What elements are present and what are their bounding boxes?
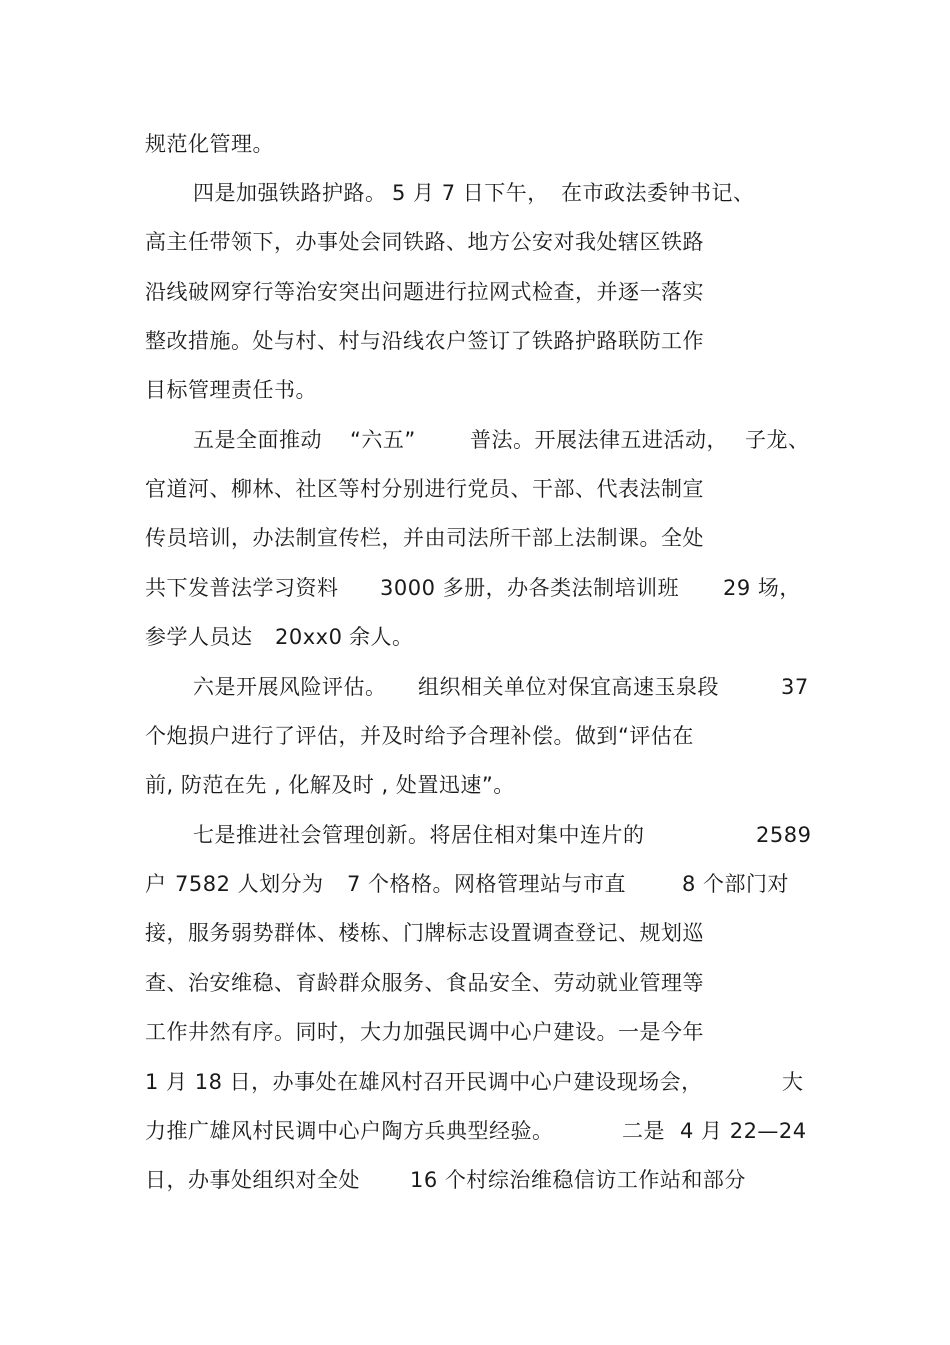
text-line	[0, 1111, 950, 1151]
text-segment: 沿线破网穿行等治安突出问题进行拉网式检查，并逐一落实	[145, 280, 704, 304]
text-segment: 个炮损户进行了评估，并及时给予合理补偿。做到“评估在	[145, 724, 694, 748]
text-segment: 7 个格格。网格管理站与市直	[347, 872, 627, 896]
text-segment: 查、治安维稳、育龄群众服务、食品安全、劳动就业管理等	[145, 971, 704, 995]
text-line	[0, 272, 950, 312]
text-segment: 七是推进社会管理创新。将居住相对集中连片的	[193, 823, 645, 847]
text-line	[0, 370, 950, 410]
text-segment: 组织相关单位对保宜高速玉泉段	[418, 675, 719, 699]
text-segment: 前, 防范在先 , 化解及时 , 处置迅速”。	[145, 773, 515, 797]
text-segment: 参学人员达	[145, 625, 253, 649]
text-line	[0, 1160, 950, 1200]
text-segment: 7582 人划分为	[175, 872, 324, 896]
text-segment: 户	[145, 872, 167, 896]
text-segment: 2589	[756, 823, 812, 847]
text-line	[0, 815, 950, 855]
text-segment: 共下发普法学习资料	[145, 576, 339, 600]
text-segment: 日，办事处组织对全处	[145, 1168, 360, 1192]
text-segment: 六是开展风险评估。	[193, 675, 387, 699]
text-line	[0, 321, 950, 361]
text-line	[0, 1012, 950, 1052]
text-line	[0, 963, 950, 1003]
text-line	[0, 716, 950, 756]
text-line	[0, 667, 950, 707]
text-segment: 工作井然有序。同时，大力加强民调中心户建设。一是今年	[145, 1020, 704, 1044]
text-line	[0, 124, 950, 164]
text-line	[0, 420, 950, 460]
text-line	[0, 222, 950, 262]
text-line	[0, 913, 950, 953]
text-segment: 20xx0	[275, 625, 343, 649]
text-segment: 整改措施。处与村、村与沿线农户签订了铁路护路联防工作	[145, 329, 704, 353]
text-segment: 29 场，	[723, 576, 801, 600]
text-segment: 高主任带领下，办事处会同铁路、地方公安对我处辖区铁路	[145, 230, 704, 254]
text-segment: 目标管理责任书。	[145, 378, 317, 402]
text-line	[0, 617, 950, 657]
text-segment: 1 月 18 日，办事处在雄风村召开民调中心户建设现场会，	[145, 1070, 703, 1094]
text-segment: 4 月 22—24	[680, 1119, 807, 1143]
text-segment: 规范化管理。	[145, 132, 274, 156]
text-segment: 5 月 7 日下午，	[392, 181, 549, 205]
text-line	[0, 864, 950, 904]
text-segment: 大	[782, 1070, 804, 1094]
text-line	[0, 518, 950, 558]
text-segment: 余人。	[349, 625, 414, 649]
text-segment: 37	[781, 675, 809, 699]
text-segment: 在市政法委钟书记、	[561, 181, 755, 205]
text-segment: 力推广雄风村民调中心户陶方兵典型经验。	[145, 1119, 554, 1143]
text-line	[0, 1062, 950, 1102]
text-line	[0, 173, 950, 213]
text-segment: 四是加强铁路护路。	[193, 181, 387, 205]
text-segment: 五是全面推动	[193, 428, 322, 452]
text-segment: 8 个部门对	[682, 872, 790, 896]
text-segment: 二是	[622, 1119, 665, 1143]
text-segment: 传员培训，办法制宣传栏，并由司法所干部上法制课。全处	[145, 526, 704, 550]
text-segment: 子龙、	[745, 428, 810, 452]
text-segment: 16 个村综治维稳信访工作站和部分	[410, 1168, 746, 1192]
text-line	[0, 568, 950, 608]
text-segment: “六五”	[350, 428, 416, 452]
text-segment: 3000 多册，办各类法制培训班	[380, 576, 680, 600]
text-line	[0, 765, 950, 805]
text-line	[0, 469, 950, 509]
text-segment: 普法。开展法律五进活动，	[470, 428, 728, 452]
text-segment: 官道河、柳林、社区等村分别进行党员、干部、代表法制宣	[145, 477, 704, 501]
text-segment: 接，服务弱势群体、楼栋、门牌标志设置调查登记、规划巡	[145, 921, 704, 945]
